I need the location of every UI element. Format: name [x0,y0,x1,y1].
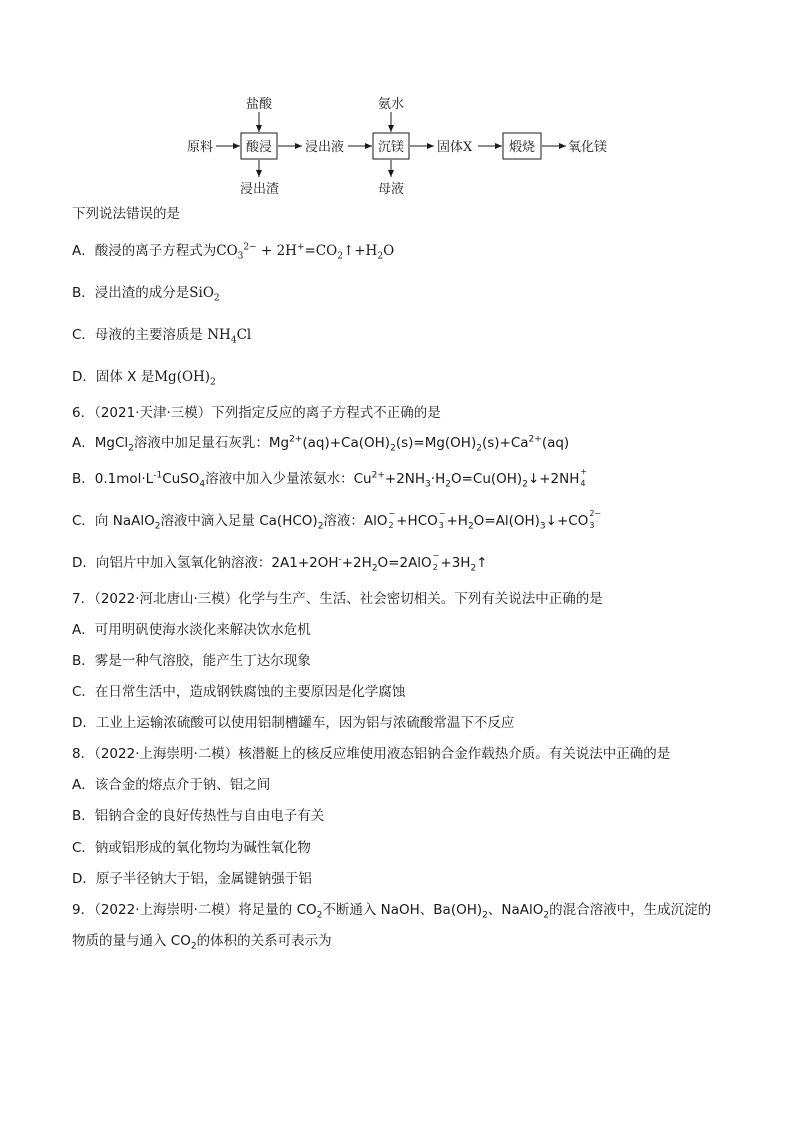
q7-option-a[interactable]: A．可用明矾使海水淡化来解决饮水危机 [72,622,311,638]
q7-stem: 7．（2022·河北唐山·三模）化学与生产、生活、社会密切相关。下列有关说法中正确的是 [72,591,603,607]
q5-stem: 下列说法错误的是 [72,206,180,222]
q7-option-d[interactable]: D．工业上运输浓硫酸可以使用铝制槽罐车，因为铝与浓硫酸常温下不反应 [72,715,515,731]
q5-option-b[interactable] [72,283,220,303]
q6-option-c-text2: 溶液： [323,513,364,529]
q6-option-c-equation: AlO − 2 +HCO − 3 $+H_2O=Al(OH)_3↓+CO$ 2− 3 [363,509,602,532]
q6-option-d[interactable] [72,553,488,573]
q6-option-d-label: D．向铝片中加入氢氧化钠溶液： [72,555,272,571]
q5-option-a-equation: $CO_3^{2-}$ + $2H^+=CO_2↑+H_2O$ [216,242,395,262]
q6-option-c[interactable]: C．向 NaAlO$_2$溶液中滴入足量 $Ca(HCO)_2$溶液：AlO − 2 +HCO − 3 $+H_2O=Al(OH)_3↓+CO$ 2− 3 [72,509,602,532]
q6-option-a-equation: $Mg^{2+}(aq)+Ca(OH)_2(s)=Mg(OH)_2(s)+Ca^{2+}(aq)$ [268,434,570,454]
flow-step-calcine: 煅烧 [509,140,536,155]
q5-option-a[interactable] [72,241,394,261]
q8-option-c[interactable]: C．钠或铝形成的氧化物均为碱性氧化物 [72,840,311,856]
q6-option-d-equation: $2A1+2OH^-+2H_2O=2AlO$ − 2 $+3H_2↑$ [271,551,488,574]
q9-stem-part-f: 的体积的关系可表示为 [196,933,332,949]
q6-option-a-label: A．MgCl [72,435,129,451]
q9-stem-part-c: 、NaAlO [487,902,544,918]
q7-option-c[interactable]: C．在日常生活中，造成钢铁腐蚀的主要原因是化学腐蚀 [72,684,406,700]
q5-option-d-formula: $Mg(OH)_2$ [154,369,216,388]
q6-option-b-label: B．0.1mol·L [72,471,154,487]
flow-step-mg-precipitate: 沉镁 [378,140,405,155]
flow-reagent-ammonia: 氨水 [378,97,405,112]
q5-option-b-label: B．浸出渣的成分是 [72,285,190,301]
q7-option-b[interactable]: B．雾是一种气溶胶，能产生丁达尔现象 [72,653,311,669]
q8-option-a[interactable]: A．该合金的熔点介于钠、铝之间 [72,777,271,793]
flow-step-acid-leach: 酸浸 [246,140,273,155]
q9-stem-line2: 物质的量与通入 $CO_2$的体积的关系可表示为 [72,933,332,952]
q6-stem: 6．（2021·天津·三模）下列指定反应的离子方程式不正确的是 [72,405,441,421]
q6-option-b[interactable]: B．$0.1mol\cdot L^{-1}CuSO_4$溶液中加入少量浓氨水：$Cu^{2+}+2NH_3\cdot H_2O=Cu(OH)_2↓+2NH$ + 4 [72,467,588,490]
flow-mother-liquor: 母液 [378,182,405,197]
flow-solid-x: 固体X [437,140,473,155]
q5-option-c-label: C．母液的主要溶质是 [72,327,203,343]
q6-option-c-label: C．向 NaAlO [72,513,155,529]
q5-option-a-label: A．酸浸的离子方程式为 [72,243,217,259]
flow-reagent-hcl: 盐酸 [246,97,273,112]
flow-leachate: 浸出液 [305,140,345,155]
q5-option-d[interactable] [72,367,216,387]
q6-option-c-text: 溶液中滴入足量 Ca(HCO [160,513,313,529]
process-flowchart [0,0,794,200]
q8-option-b[interactable]: B．铝钠合金的良好传热性与自由电子有关 [72,808,325,824]
q8-stem: 8．（2022·上海崇明·二模）核潜艇上的核反应堆使用液态铝钠合金作载热介质。有关说法中正确的是 [72,746,671,762]
q8-option-d[interactable]: D．原子半径钠大于铝，金属键钠强于铝 [72,871,312,887]
q5-option-d-label: D．固体 X 是 [72,369,155,385]
q6-option-b-equation: $Cu^{2+}+2NH_3\cdot H_2O=Cu(OH)_2↓+2NH$ + 4 [353,467,588,490]
q6-option-a-text: 溶液中加足量石灰乳： [133,435,269,451]
flow-raw: 原料 [187,140,214,155]
q9-stem-part-a: 9．（2022·上海崇明·二模）将足量的 CO [72,902,317,918]
flow-product-mgo: 氧化镁 [568,140,608,155]
q9-stem-part-d: 的混合溶液中，生成沉淀的 [549,902,712,918]
flow-residue: 浸出渣 [240,182,280,197]
q5-option-c-formula: $NH_4Cl$ [207,327,252,346]
q5-option-b-formula: SiO$_2$ [189,285,220,304]
q9-stem-part-b: 不断通入 NaOH、Ba(OH) [322,902,483,918]
q9-stem-part-e: 物质的量与通入 CO [72,933,191,949]
q9-stem-line1: 9．（2022·上海崇明·二模）将足量的 $CO_2$不断通入 NaOH、$Ba(OH)_2$、NaAlO$_2$的混合溶液中，生成沉淀的 [72,902,712,921]
q6-option-a[interactable]: A．MgCl$_2$溶液中加足量石灰乳：$Mg^{2+}(aq)+Ca(OH)_2(s)=Mg(OH)_2(s)+Ca^{2+}(aq)$ [72,434,570,454]
q6-option-b-text: 溶液中加入少量浓氨水： [205,471,354,487]
q5-option-c[interactable] [72,325,251,345]
